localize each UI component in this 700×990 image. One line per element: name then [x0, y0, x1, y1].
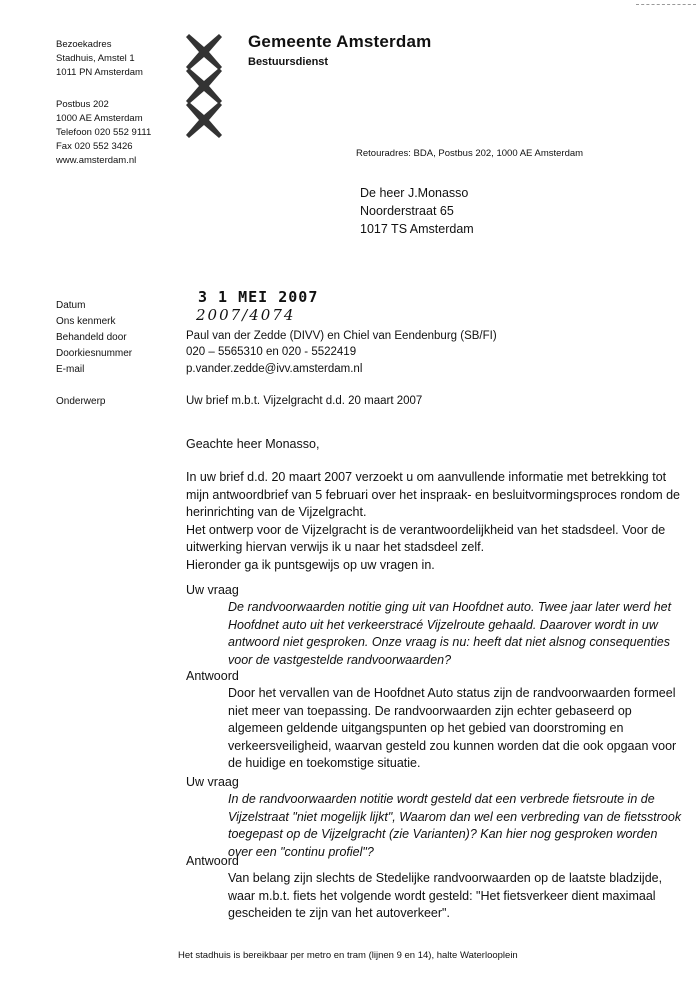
- recipient-street: Noorderstraat 65: [360, 204, 454, 218]
- label-reference: Ons kenmerk: [56, 316, 116, 327]
- scan-edge-mark: [636, 4, 696, 5]
- salutation: Geachte heer Monasso,: [186, 437, 320, 451]
- recipient-city: 1017 TS Amsterdam: [360, 222, 474, 236]
- postal-address-line1: Postbus 202: [56, 99, 109, 110]
- question-line: Vijzelstraat "niet mogelijk lijkt", Waarom dan wel een verbreding van de fietsstrook: [228, 809, 682, 824]
- intro-line: Het ontwerp voor de Vijzelgracht is de verantwoordelijkheid van het stadsdeel. Voor de: [186, 522, 666, 537]
- label-date: Datum: [56, 300, 86, 311]
- intro-line: In uw brief d.d. 20 maart 2007 verzoekt u om aanvullende informatie met betrekking tot: [186, 470, 667, 484]
- intro-line: mijn antwoordbrief van 5 februari over het inspraak- en besluitvormingsproces rondom de: [186, 487, 681, 502]
- reference-handwritten: 2007/4074: [196, 306, 296, 324]
- visitor-address-heading: Bezoekadres: [56, 39, 112, 50]
- answer-line: algemeen geldende uitgangspunten op het gebied van doorstroming en: [228, 721, 624, 735]
- question-line: over een "continu profiel"?: [228, 844, 374, 859]
- answer-label: Antwoord: [186, 669, 239, 683]
- answer-line: niet meer van toepassing. De randvoorwaarden zijn echter gebaseerd op: [228, 703, 632, 718]
- question-line: voor de vastgestelde randvoorwaarden?: [228, 652, 452, 667]
- question-line: Hoofdnet auto uit het verkeerstracé Vijzelroute gehaald. Daarover wordt in uw: [228, 617, 658, 632]
- question-label: Uw vraag: [186, 583, 239, 597]
- intro-line: Hieronder ga ik puntsgewijs op uw vragen in.: [186, 557, 435, 572]
- intro-line: uitwerking hiervan verwijs ik u naar het stadsdeel zelf.: [186, 540, 485, 554]
- answer-text: [228, 685, 676, 773]
- label-handled-by: Behandeld door: [56, 332, 127, 343]
- visitor-address-line1: Stadhuis, Amstel 1: [56, 53, 135, 64]
- handled-by-value: Paul van der Zedde (DIVV) en Chiel van Eendenburg (SB/FI): [186, 330, 497, 342]
- amsterdam-crosses-icon: [186, 34, 222, 138]
- question-label: Uw vraag: [186, 775, 239, 789]
- department-name: Bestuursdienst: [248, 56, 329, 68]
- answer-line: de huidige en toekomstige situatie.: [228, 756, 421, 770]
- postal-address: [56, 98, 151, 168]
- visitor-address-line2: 1011 PN Amsterdam: [56, 67, 143, 78]
- label-email: E-mail: [56, 364, 85, 375]
- answer-line: gescheiden te zijn van het autoverkeer".: [228, 906, 450, 920]
- intro-paragraph: [186, 469, 680, 574]
- answer-line: Door het vervallen van de Hoofdnet Auto status zijn de randvoorwaarden formeel: [228, 686, 676, 700]
- answer-line: Van belang zijn slechts de Stedelijke randvoorwaarden op de laatste bladzijde,: [228, 871, 663, 885]
- intro-line: herinrichting van de Vijzelgracht.: [186, 505, 367, 519]
- return-address: Retouradres: BDA, Postbus 202, 1000 AE Amsterdam: [356, 148, 584, 159]
- email-value: p.vander.zedde@ivv.amsterdam.nl: [186, 363, 363, 375]
- postal-web: www.amsterdam.nl: [56, 155, 137, 166]
- question-line: antwoord niet gesproken. Onze vraag is nu: heeft dat niet alsnog consequenties: [228, 635, 670, 649]
- visitor-address: [56, 38, 143, 80]
- postal-fax: Fax 020 552 3426: [56, 141, 133, 152]
- org-name: Gemeente Amsterdam: [248, 32, 432, 51]
- answer-line: verkeersveiligheid, waarvan gesteld zou kunnen worden dat die ook opgaan voor: [228, 738, 677, 753]
- footer-note: Het stadhuis is bereikbaar per metro en tram (lijnen 9 en 14), halte Waterlooplein: [178, 950, 518, 961]
- direct-phone-value: 020 – 5565310 en 020 - 5522419: [186, 346, 357, 358]
- answer-line: waar m.b.t. fiets het volgende wordt gesteld: "Het fietsverkeer dient maximaal: [228, 888, 656, 903]
- question-line: In de randvoorwaarden notitie wordt gesteld dat een verbrede fietsroute in de: [228, 792, 655, 806]
- recipient-block: [360, 184, 474, 238]
- answer-text: [228, 870, 662, 923]
- postal-phone: Telefoon 020 552 9111: [56, 127, 152, 138]
- recipient-name: De heer J.Monasso: [360, 186, 469, 200]
- postal-address-line2: 1000 AE Amsterdam: [56, 113, 143, 124]
- question-line: toegepast op de Vijzelgracht (zie Varianten)? Kan hier nog gesproken worden: [228, 827, 658, 841]
- label-subject: Onderwerp: [56, 396, 106, 407]
- question-line: De randvoorwaarden notitie ging uit van Hoofdnet auto. Twee jaar later werd het: [228, 600, 672, 614]
- subject-value: Uw brief m.b.t. Vijzelgracht d.d. 20 maart 2007: [186, 395, 423, 407]
- question-text: [228, 599, 671, 669]
- label-direct-phone: Doorkiesnummer: [56, 348, 133, 359]
- answer-label: Antwoord: [186, 854, 239, 868]
- date-stamp: 3 1 MEI 2007: [198, 288, 319, 306]
- question-text: [228, 791, 681, 861]
